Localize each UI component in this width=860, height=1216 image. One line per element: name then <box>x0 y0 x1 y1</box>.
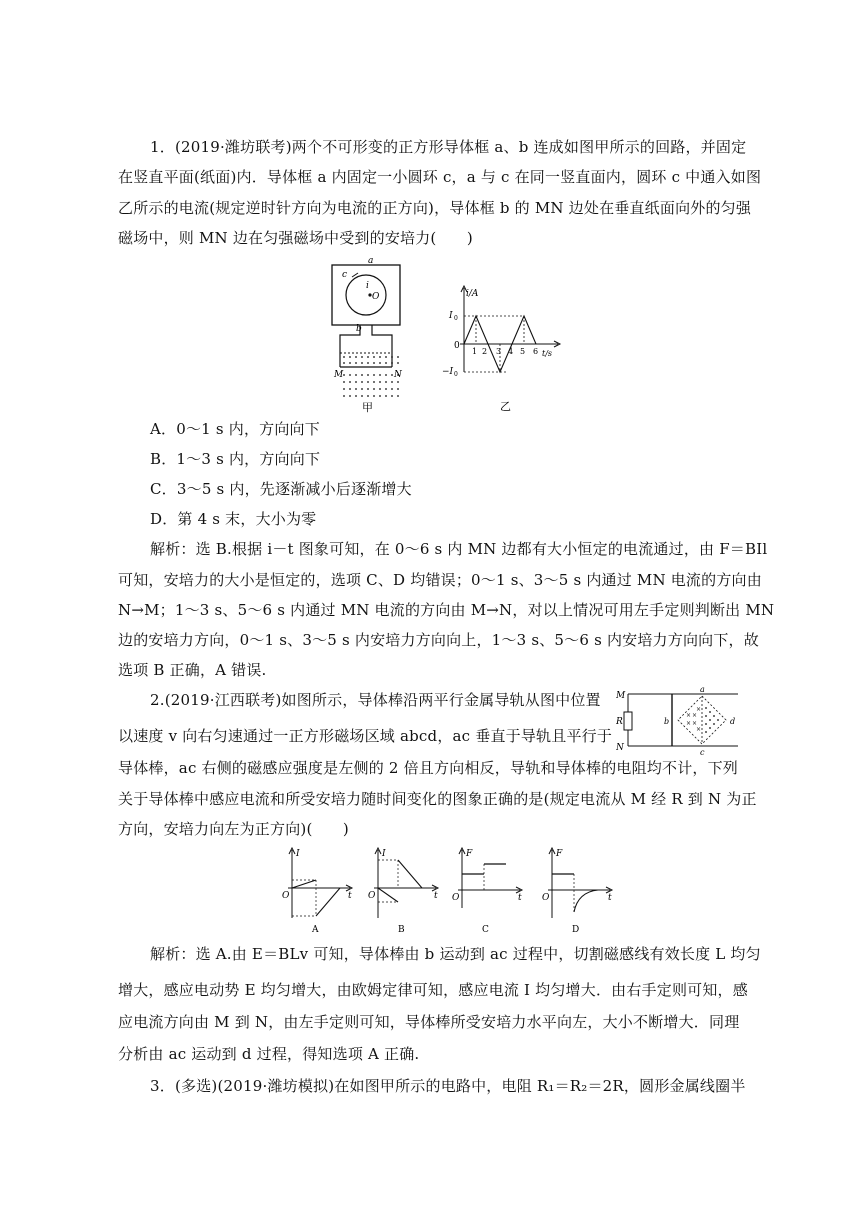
q1-option-a: A．0～1 s 内，方向向下 <box>150 420 320 438</box>
label-c: c <box>700 748 705 756</box>
figure-caption-jia: 甲 <box>362 401 373 414</box>
q3-text-line: 3．(多选)(2019·潍坊模拟)在如图甲所示的电路中，电阻 R₁＝R₂＝2R，圆形金属线圈半 <box>150 1077 746 1095</box>
tick-1: 1 <box>472 347 478 356</box>
graph-ylabel: I <box>296 849 300 859</box>
q2-text-line: 关于导体棒中感应电流和所受安培力随时间变化的图象正确的是(规定电流从 M 经 R 到 N 为正 <box>118 790 757 808</box>
label-c: c <box>342 270 348 280</box>
graph-origin: O <box>282 891 290 901</box>
svg-text:×: × <box>686 712 692 719</box>
graph-caption: B <box>398 925 405 934</box>
figure-caption-yi: 乙 <box>500 400 511 412</box>
label-b: b <box>356 324 362 334</box>
q1-analysis-line: 边的安培力方向，0～1 s、3～5 s 内安培力方向向上，1～3 s、5～6 s 内安培力方向向下，故 <box>118 631 759 649</box>
graph-caption: D <box>572 925 580 934</box>
graph-caption: A <box>312 925 319 934</box>
q2-text-line: 以速度 v 向右匀速通过一正方形磁场区域 abcd，ac 垂直于导轨且平行于 <box>118 727 613 745</box>
q2-text-line: 方向，安培力向左为正方向)( ) <box>118 820 349 838</box>
svg-text:×: × <box>692 720 698 727</box>
label-M: M <box>334 370 344 380</box>
label-i: i <box>366 281 369 291</box>
q1-analysis-line: N→M；1～3 s、5～6 s 内通过 MN 电流的方向由 M→N，对以上情况可用左手定则判断出 MN <box>118 601 775 619</box>
q2-text-line: 2.(2019·江西联考)如图所示，导体棒沿两平行金属导轨从图中位置 <box>150 691 601 709</box>
graph-xlabel: t <box>348 891 352 901</box>
tick-5: 5 <box>520 347 526 356</box>
graph-ylabel: F <box>556 849 563 859</box>
q1-text-line: 磁场中，则 MN 边在匀强磁场中受到的安培力( ) <box>118 229 473 247</box>
graph-ylabel: I <box>382 849 386 859</box>
q1-text-line: 1．(2019·潍坊联考)两个不可形变的正方形导体框 a、b 连成如图甲所示的回路，并固定 <box>150 138 747 156</box>
q1-analysis-line: 选项 B 正确，A 错误. <box>118 661 267 679</box>
q2-analysis-line: 解析：选 A.由 E＝BLv 可知，导体棒由 b 运动到 ac 过程中，切割磁感线有效长度 L 均匀 <box>150 945 761 963</box>
graph-origin: O <box>368 891 376 901</box>
figure-rails <box>616 684 740 756</box>
q2-analysis-line: 增大，感应电动势 E 均匀增大，由欧姆定律可知，感应电流 I 均匀增大．由右手定则可知，感 <box>118 981 748 999</box>
svg-text:×: × <box>686 720 692 727</box>
graph-option-b <box>364 846 444 934</box>
label-a: a <box>700 685 705 694</box>
q1-analysis-line: 可知，安培力的大小是恒定的，选项 C、D 均错误；0～1 s、3～5 s 内通过 MN 电流的方向由 <box>118 571 762 589</box>
svg-text:×: × <box>692 712 698 719</box>
q1-option-c: C．3～5 s 内，先逐渐减小后逐渐增大 <box>150 480 412 498</box>
axis-xlabel: t/s <box>542 349 553 358</box>
tick-4: 4 <box>508 347 514 356</box>
tick-6: 6 <box>533 347 539 356</box>
label-origin: 0 <box>454 341 460 351</box>
label-N: N <box>616 743 624 753</box>
graph-caption: C <box>482 925 489 934</box>
label-a: a <box>368 256 374 266</box>
label-O: O <box>372 292 380 302</box>
label-minus-I0: −I <box>442 367 454 377</box>
figure-yi <box>440 282 570 412</box>
graph-origin: O <box>542 893 550 903</box>
q1-text-line: 在竖直平面(纸面)内．导体框 a 内固定一小圆环 c，a 与 c 在同一竖直面内，圆环 c 中通入如图 <box>118 168 762 186</box>
q1-analysis-line: 解析：选 B.根据 i－t 图象可知，在 0～6 s 内 MN 边都有大小恒定的电流通过，由 F＝BIl <box>150 540 768 558</box>
axis-ylabel: i/A <box>466 289 479 299</box>
svg-text:×: × <box>696 706 702 713</box>
q2-analysis-line: 应电流方向由 M 到 N，由左手定则可知，导体棒所受安培力水平向左，大小不断增大．同理 <box>118 1013 740 1031</box>
label-minus-I0-sub: 0 <box>454 371 458 378</box>
graph-ylabel: F <box>466 849 473 859</box>
graph-option-a <box>278 846 358 934</box>
q1-text-line: 乙所示的电流(规定逆时针方向为电流的正方向)，导体框 b 的 MN 边处在垂直纸面向外的匀强 <box>118 199 752 217</box>
label-I0-sub: 0 <box>454 315 458 322</box>
label-N: N <box>394 370 402 380</box>
graph-xlabel: t <box>434 891 438 901</box>
graph-xlabel: t <box>608 893 612 903</box>
label-M: M <box>616 691 626 701</box>
graph-xlabel: t <box>518 893 522 903</box>
figure-jia <box>330 255 410 415</box>
label-I0: I <box>449 311 453 321</box>
q2-analysis-line: 分析由 ac 运动到 d 过程，得知选项 A 正确. <box>118 1045 420 1063</box>
q1-option-b: B．1～3 s 内，方向向下 <box>150 450 321 468</box>
svg-text:×: × <box>696 726 702 733</box>
label-b: b <box>664 717 670 726</box>
graph-option-d <box>538 846 618 934</box>
graph-origin: O <box>452 893 460 903</box>
q1-option-d: D．第 4 s 末，大小为零 <box>150 510 317 528</box>
tick-3: 3 <box>496 347 502 356</box>
label-R: R <box>616 717 623 727</box>
tick-2: 2 <box>482 347 488 356</box>
q2-text-line: 导体棒，ac 右侧的磁感应强度是左侧的 2 倍且方向相反，导轨和导体棒的电阻均不计，下列 <box>118 759 738 777</box>
graph-option-c <box>448 846 528 934</box>
label-d: d <box>730 717 736 726</box>
